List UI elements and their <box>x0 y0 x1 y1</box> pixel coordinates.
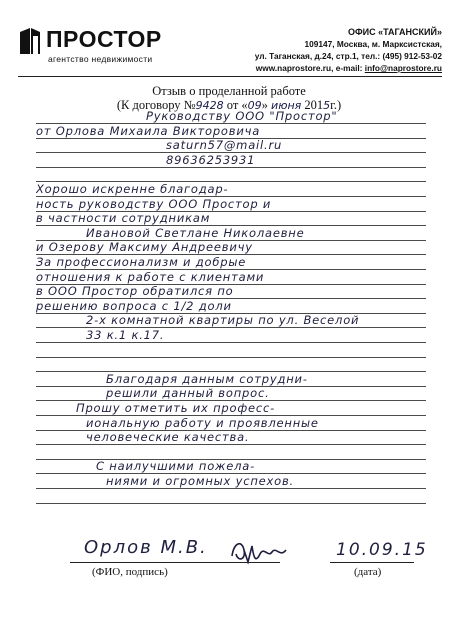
handwritten-line: от Орлова Михаила Викторовича <box>36 123 261 138</box>
contract-number: 9428 <box>195 99 224 112</box>
brand-tagline: агентство недвижимости <box>48 54 153 64</box>
contract-month: июня <box>271 99 302 112</box>
ruled-line <box>36 503 426 504</box>
ruled-line <box>36 357 426 358</box>
contract-day: 09 <box>247 99 262 112</box>
date-from: от « <box>226 98 248 112</box>
date-label: (дата) <box>354 566 382 578</box>
contract-prefix: (К договору № <box>116 98 196 112</box>
date-line <box>330 562 414 563</box>
handwritten-line: С наилучшими пожела- <box>96 459 256 474</box>
handwritten-line: решению вопроса с 1/2 доли <box>36 298 232 313</box>
signature-date: 10.09.15 <box>336 540 428 560</box>
ruled-line <box>36 167 426 168</box>
office-website: www.naprostore.ru, e-mail: <box>255 63 365 73</box>
document-title: Отзыв о проделанной работе <box>152 84 306 98</box>
office-address-line-2: ул. Таганская, д.24, стр.1, тел.: (495) 912-53-02 <box>254 51 442 61</box>
handwritten-line: отношения к работе с клиентами <box>36 269 265 284</box>
handwritten-line: Благодаря данным сотрудни- <box>106 371 308 386</box>
contract-year-digit: 5 <box>323 99 331 112</box>
handwritten-line: 2-х комнатной квартиры по ул. Веселой <box>86 313 360 328</box>
office-title: ОФИС «ТАГАНСКИЙ» <box>347 27 442 37</box>
office-email: info@naprostore.ru <box>364 63 442 73</box>
date-year-prefix: 201 <box>304 98 324 112</box>
handwritten-line: и Озерову Максиму Андреевичу <box>36 240 253 255</box>
signature-name: Орлов М.В. <box>84 537 208 558</box>
handwritten-line: в частности сотрудникам <box>36 211 211 226</box>
ruled-line <box>36 444 426 445</box>
signature-scribble-icon <box>228 536 288 568</box>
handwritten-line: За профессионализм и добрые <box>36 255 247 269</box>
handwritten-line: Руководству ООО "Простор" <box>146 109 338 123</box>
handwritten-line: ность руководству ООО Простор и <box>36 196 272 211</box>
handwritten-line: Хорошо искренне благодар- <box>36 182 229 196</box>
handwritten-line: saturn57@mail.ru <box>166 138 283 153</box>
handwritten-line: Ивановой Светлане Николаевне <box>86 225 305 240</box>
ruled-line <box>36 488 426 489</box>
name-signature-label: (ФИО, подпись) <box>92 566 168 578</box>
handwritten-line: в ООО Простор обратился по <box>36 284 234 299</box>
handwritten-line: 89636253931 <box>166 152 256 167</box>
handwritten-line: человеческие качества. <box>86 430 250 445</box>
date-mid: » <box>261 98 268 112</box>
date-year-end: г.) <box>330 98 342 112</box>
handwritten-line: 33 к.1 к.17. <box>86 328 165 342</box>
name-signature-line <box>70 562 280 563</box>
handwritten-line: решили данный вопрос. <box>106 386 270 401</box>
brand-name: ПРОСТОР <box>46 26 162 52</box>
handwritten-line: ниями и огромных успехов. <box>106 474 294 488</box>
handwritten-line: иональную работу и проявленные <box>86 415 319 430</box>
handwritten-line: Прошу отметить их професс- <box>76 401 276 415</box>
office-address-line-1: 109147, Москва, м. Марксистская, <box>304 39 442 49</box>
ruled-line <box>36 342 426 343</box>
